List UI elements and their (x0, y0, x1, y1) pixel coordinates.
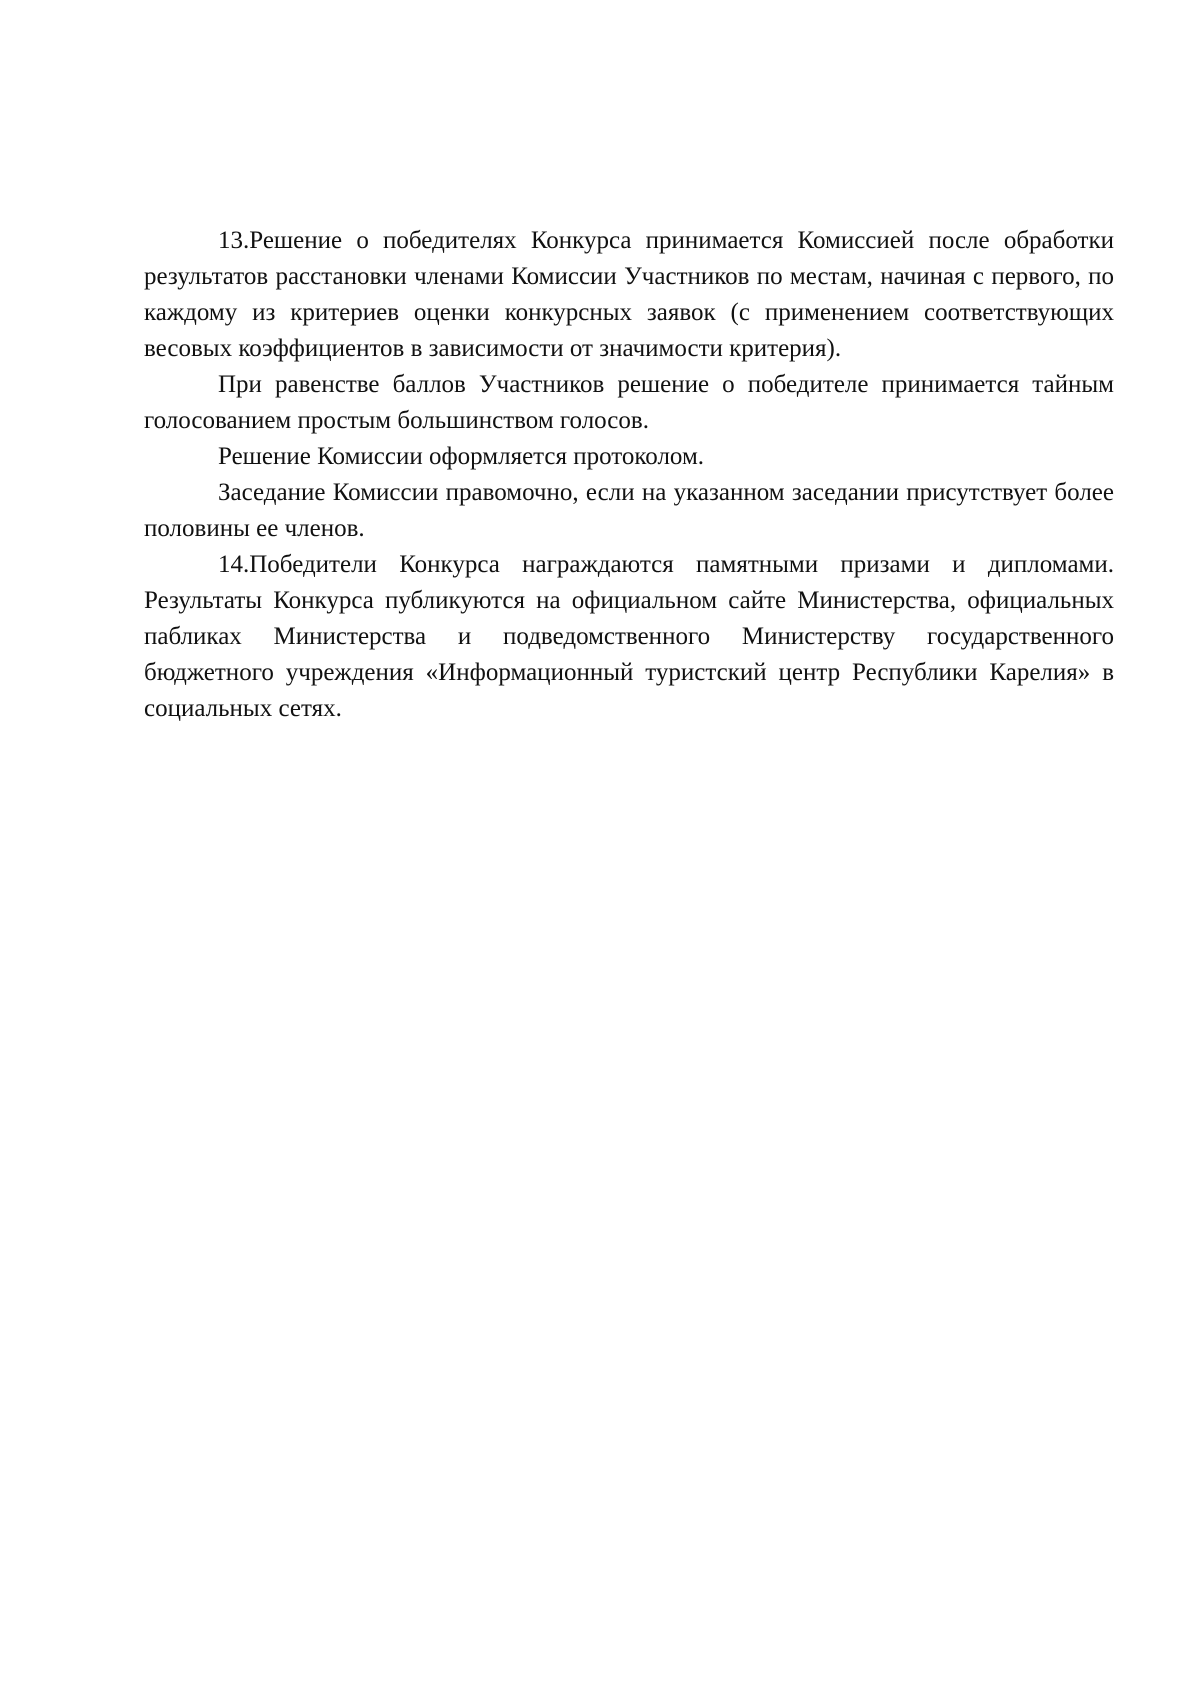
paragraph-protocol: Решение Комиссии оформляется протоколом. (218, 443, 705, 470)
paragraph-13: 13.Решение о победителях Конкурса принимается Комиссией после обработки результатов расстановки членами Комиссии Участников по местам, начиная с первого, по каждому из критериев оценки конкурсных заявок (с применением соответствующих весовых коэффициентов в зависимости от значимости критерия). (144, 227, 1114, 362)
paragraph-14: 14.Победители Конкурса награждаются памятными призами и дипломами. Результаты Конкурса публикуются на официальном сайте Министерства, официальных пабликах Министерства и подведомственного Министерству государственного бюджетного учреждения «Информационный туристский центр Республики Карелия» в социальных сетях. (144, 551, 1114, 722)
paragraph-quorum: Заседание Комиссии правомочно, если на указанном заседании присутствует более половины ее членов. (144, 479, 1114, 542)
paragraph-tie-rule: При равенстве баллов Участников решение о победителе принимается тайным голосованием простым большинством голосов. (144, 371, 1114, 434)
document-body (144, 223, 1114, 727)
